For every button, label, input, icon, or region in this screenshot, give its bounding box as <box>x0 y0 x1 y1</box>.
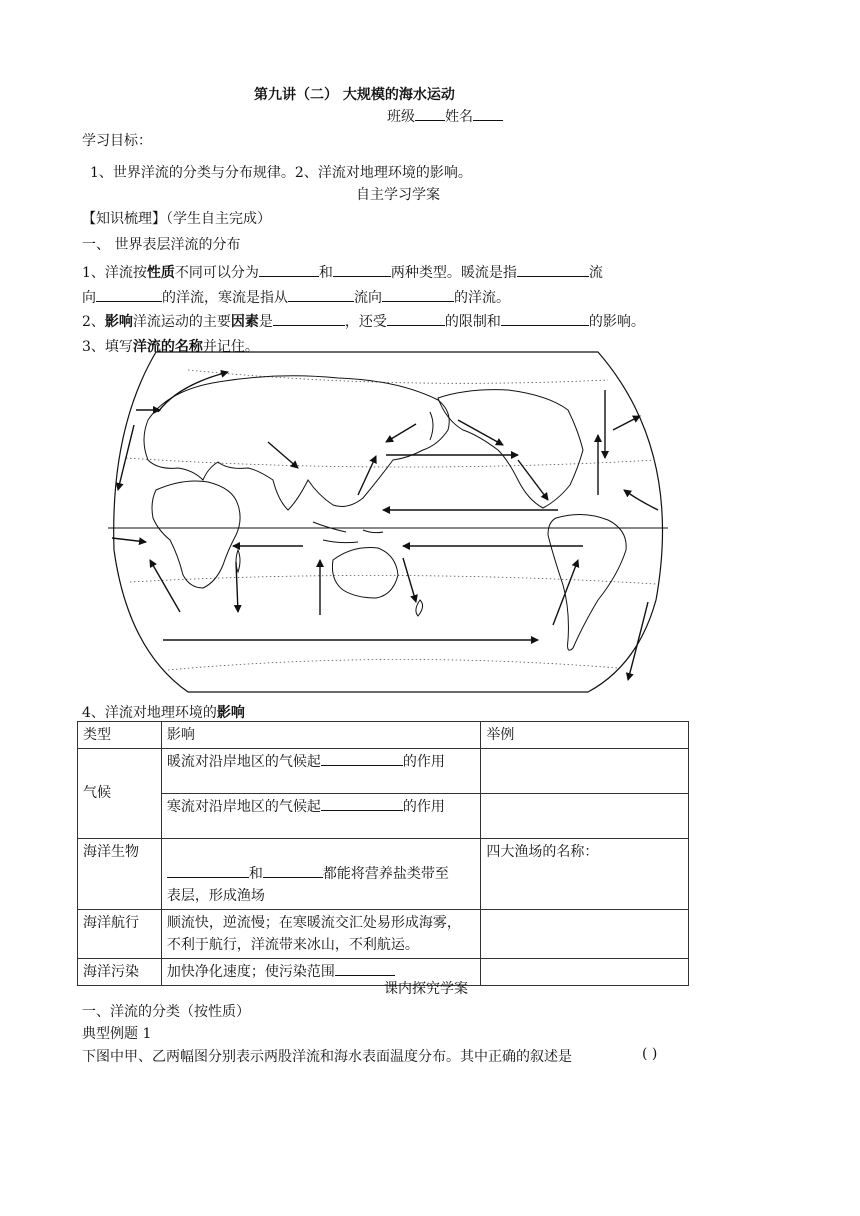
q1-blank-2[interactable] <box>333 264 391 277</box>
table-row <box>78 749 689 794</box>
table-row <box>78 794 689 839</box>
q2-text-c: 洋流运动的主要 <box>132 314 231 330</box>
climate-cold-cell <box>161 794 481 839</box>
south-america-outline <box>548 514 626 650</box>
type-climate: 气候 <box>78 749 162 839</box>
indonesia-outline <box>313 522 383 543</box>
warm-blank[interactable] <box>321 753 403 766</box>
class-blank[interactable] <box>415 108 445 121</box>
bio-example-cell: 四大渔场的名称： <box>481 839 689 910</box>
table-header-row <box>78 722 689 749</box>
q1-text-j: 的洋流。 <box>454 290 510 306</box>
new-zealand-outline <box>416 600 423 616</box>
continents <box>144 376 626 650</box>
eurasia-outline <box>144 376 449 510</box>
navigation-line-1: 顺流快，逆流慢；在寒暖流交汇处易形成海雾， <box>166 915 461 931</box>
table-row <box>78 839 689 910</box>
bio-text-1: 都能将营养盐类带至 <box>322 866 449 882</box>
q2-text-f: ，还受 <box>344 314 387 330</box>
current-arrow <box>358 456 376 495</box>
example-cell-cold[interactable] <box>481 794 689 839</box>
example-title: 典型例题 1 <box>82 1026 152 1042</box>
header-type: 类型 <box>78 722 162 749</box>
q3-bold-names: 洋流的名称 <box>132 339 203 355</box>
class-label: 班级 <box>387 109 415 125</box>
question-1-line1 <box>82 262 603 282</box>
q2-bold-influence: 影响 <box>104 314 133 330</box>
question-2 <box>82 311 645 331</box>
table-row <box>78 910 689 959</box>
q2-text-e: 是 <box>258 314 273 330</box>
q2-blank-3[interactable] <box>501 313 589 326</box>
class-study-title: 课内探究学案 <box>384 981 468 997</box>
q2-bold-factor: 因素 <box>230 314 259 330</box>
current-arrow <box>628 602 648 680</box>
type-navigation: 海洋航行 <box>78 910 162 959</box>
q2-text-a: 2、 <box>82 314 105 330</box>
bio-and: 和 <box>248 866 263 882</box>
q1-blank-4[interactable] <box>96 289 162 302</box>
type-pollution: 海洋污染 <box>78 959 162 986</box>
pollution-blank[interactable] <box>335 963 395 976</box>
current-arrow <box>518 460 548 500</box>
current-arrow <box>118 425 134 490</box>
north-america-outline <box>438 390 583 508</box>
current-arrow <box>158 372 228 412</box>
current-arrow <box>236 562 238 612</box>
q1-text-d: 和 <box>318 265 333 281</box>
table-row <box>78 959 689 986</box>
q1-text-e: 两种类型。暖流是指 <box>390 265 517 281</box>
question-1-line2 <box>82 287 510 307</box>
cold-blank[interactable] <box>321 798 403 811</box>
q2-blank-2[interactable] <box>387 313 445 326</box>
q1-text-i: 流向 <box>354 290 382 306</box>
pollution-text: 加快净化速度；使污染范围 <box>166 964 335 980</box>
goals-text: 1、世界洋流的分类与分布规律。2、洋流对地理环境的影响。 <box>90 165 472 181</box>
q1-blank-3[interactable] <box>517 264 589 277</box>
q1-blank-6[interactable] <box>382 289 454 302</box>
q1-blank-1[interactable] <box>259 264 319 277</box>
current-arrow <box>150 560 180 612</box>
bio-blank-2[interactable] <box>263 865 323 878</box>
navigation-line-2: 不利于航行，洋流带来冰山，不利航运。 <box>166 937 419 953</box>
cold-text-b: 的作用 <box>402 799 445 815</box>
section1-heading: 一、 世界表层洋流的分布 <box>82 237 241 253</box>
page-title: 第九讲（二） 大规模的海水运动 <box>254 87 455 103</box>
q1-text-g: 向 <box>82 290 96 306</box>
warm-text-b: 的作用 <box>402 754 445 770</box>
type-marine-bio: 海洋生物 <box>78 839 162 910</box>
current-arrow <box>553 560 578 625</box>
q1-text-h: 的洋流，寒流是指从 <box>162 290 288 306</box>
current-arrow <box>458 420 503 445</box>
q1-text-f: 流 <box>588 265 603 281</box>
current-arrow <box>268 442 298 468</box>
q3-text-c: 并记住。 <box>202 339 259 355</box>
cold-text-a: 寒流对沿岸地区的气候起 <box>166 799 321 815</box>
q2-text-g: 的限制和 <box>444 314 501 330</box>
answer-paren[interactable]: ( ) <box>642 1046 658 1062</box>
q4-bold-influence: 影响 <box>216 705 245 721</box>
navigation-example-cell[interactable] <box>481 910 689 959</box>
japan-outline <box>430 412 433 440</box>
world-ocean-currents-map <box>108 350 668 694</box>
class-name-line <box>387 106 503 126</box>
name-label: 姓名 <box>445 109 473 125</box>
self-study-title: 自主学习学案 <box>356 187 440 203</box>
bio-blank-1[interactable] <box>167 865 249 878</box>
q2-blank-1[interactable] <box>273 313 345 326</box>
q1-text-a: 1、洋流按 <box>82 265 147 281</box>
latitude-lines <box>126 370 656 670</box>
influence-table <box>77 721 689 986</box>
climate-warm-cell <box>161 749 481 794</box>
knowledge-heading: 【知识梳理】（学生自主完成） <box>82 211 271 227</box>
current-arrow <box>613 416 640 430</box>
question-4 <box>82 702 245 722</box>
warm-text-a: 暖流对沿岸地区的气候起 <box>166 754 321 770</box>
map-frame <box>114 352 663 692</box>
pollution-example-cell[interactable] <box>481 959 689 986</box>
q4-text-a: 4、洋流对地理环境的 <box>82 705 217 721</box>
q1-bold-nature: 性质 <box>146 265 175 281</box>
australia-outline <box>332 548 398 599</box>
goals-heading: 学习目标： <box>82 133 152 149</box>
q1-text-c: 不同可以分为 <box>174 265 259 281</box>
q1-blank-5[interactable] <box>288 289 354 302</box>
header-influence: 影响 <box>161 722 481 749</box>
example-question: 下图中甲、乙两幅图分别表示两股洋流和海水表面温度分布。其中正确的叙述是 <box>82 1049 572 1065</box>
example-cell-warm[interactable] <box>481 749 689 794</box>
bio-cell <box>161 839 481 910</box>
bio-text-2: 表层，形成渔场 <box>166 888 265 904</box>
current-arrow <box>624 490 658 510</box>
q3-text-a: 3、填写 <box>82 339 133 355</box>
current-arrow <box>403 558 416 602</box>
header-example: 举例 <box>481 722 689 749</box>
navigation-cell <box>161 910 481 959</box>
ocean-current-arrows <box>112 372 658 680</box>
class-section1: 一、洋流的分类（按性质） <box>82 1004 250 1020</box>
current-arrow <box>112 538 146 542</box>
current-arrow <box>386 424 416 442</box>
q2-text-h: 的影响。 <box>588 314 645 330</box>
name-blank[interactable] <box>473 108 503 121</box>
africa-outline <box>152 481 240 588</box>
